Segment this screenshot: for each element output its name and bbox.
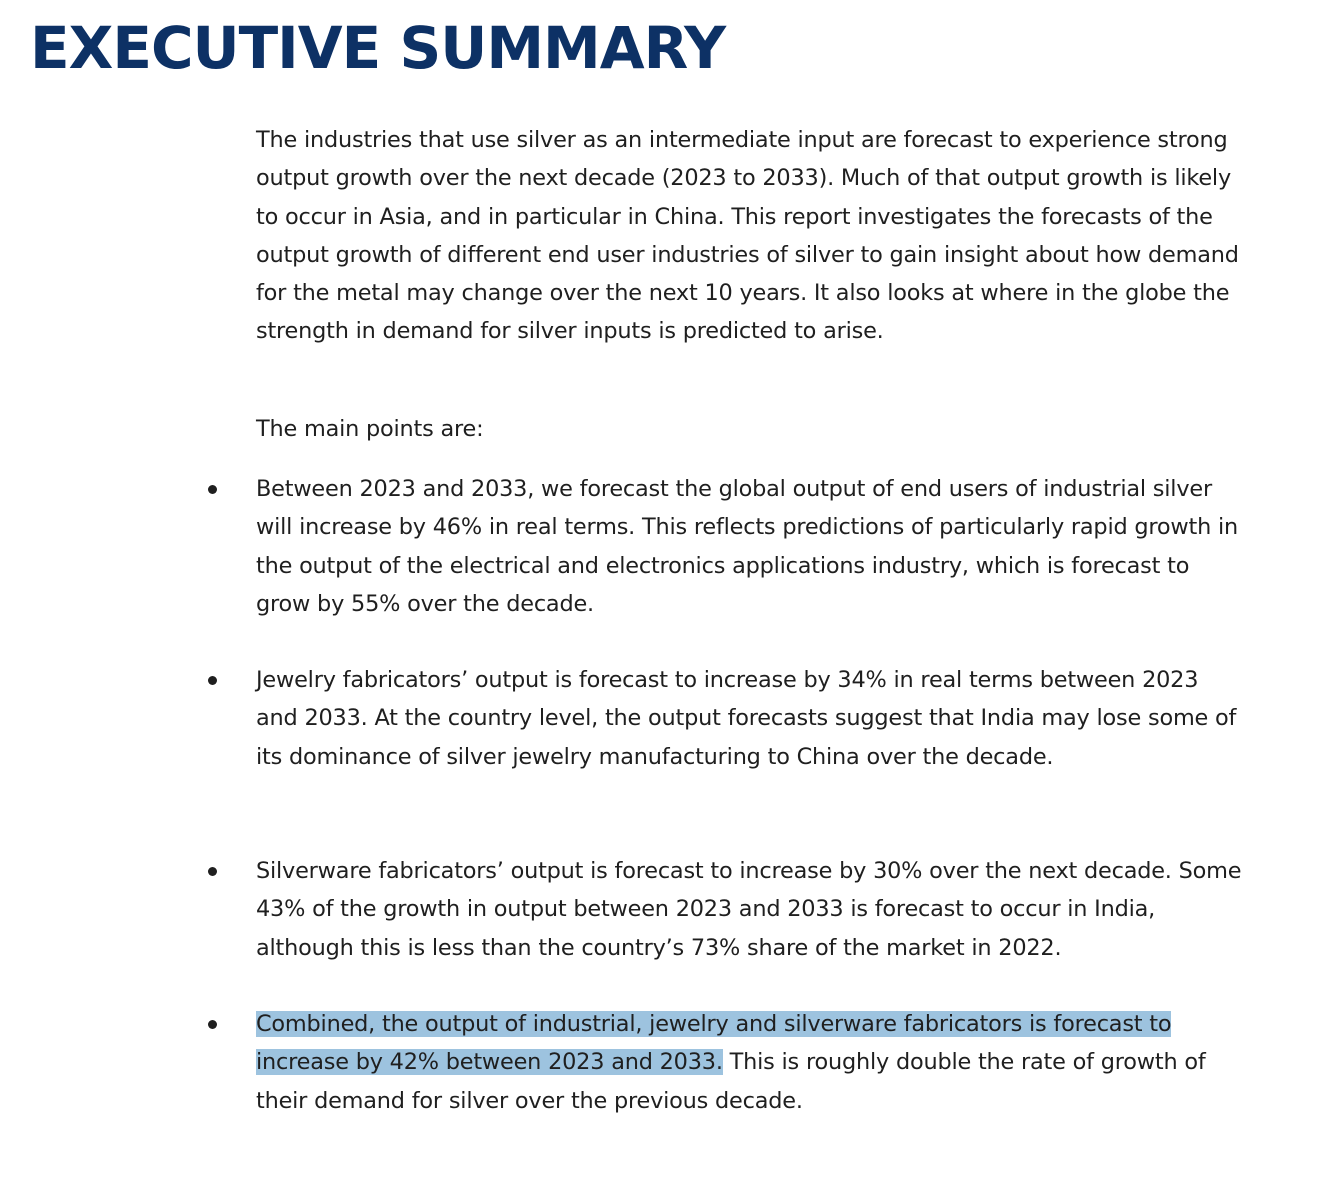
highlighted-text-selection[interactable]: Combined, the output of industrial, jewelry and silverware fabricators is forecast to increase by 42% between 2023 and 2033.: [256, 1011, 1172, 1076]
bullet-dot-icon: [208, 485, 217, 494]
bullet-dot-icon: [208, 676, 217, 685]
bullet-text: Silverware fabricators’ output is forecast to increase by 30% over the next decade. Some 43% of the growth in output between 2023 and 2033 is forecast to occur in India, although this is less than the country’s 73% share of the market in 2022.: [256, 858, 1242, 961]
bullet-text: Between 2023 and 2033, we forecast the global output of end users of industrial silver will increase by 46% in real terms. This reflects predictions of particularly rapid growth in the output of the electrical and electronics applications industry, which is forecast to grow by 55% over the decade.: [256, 476, 1239, 617]
bullet-text-combined: [256, 1005, 1246, 1120]
page-title: EXECUTIVE SUMMARY: [30, 14, 726, 82]
main-points-lead: The main points are:: [256, 416, 484, 442]
bullet-dot-icon: [208, 1020, 217, 1029]
intro-paragraph: The industries that use silver as an intermediate input are forecast to experience strong output growth over the next decade (2023 to 2033). Much of that output growth is likely to occur in Asia, and in particular in China. This report investigates the forecasts of the output growth of different end user industries of silver to gain insight about how demand for the metal may change over the next 10 years. It also looks at where in the globe the strength in demand for silver inputs is predicted to arise.: [256, 127, 1239, 345]
bullet-text-rest: This is roughly double the rate of growth of their demand for silver over the previous decade.: [256, 1049, 1206, 1114]
bullet-text: Jewelry fabricators’ output is forecast to increase by 34% in real terms between 2023 and 2033. At the country level, the output forecasts suggest that India may lose some of its dominance of silver jewelry manufacturing to China over the decade.: [256, 667, 1237, 770]
bullet-dot-icon: [208, 867, 217, 876]
